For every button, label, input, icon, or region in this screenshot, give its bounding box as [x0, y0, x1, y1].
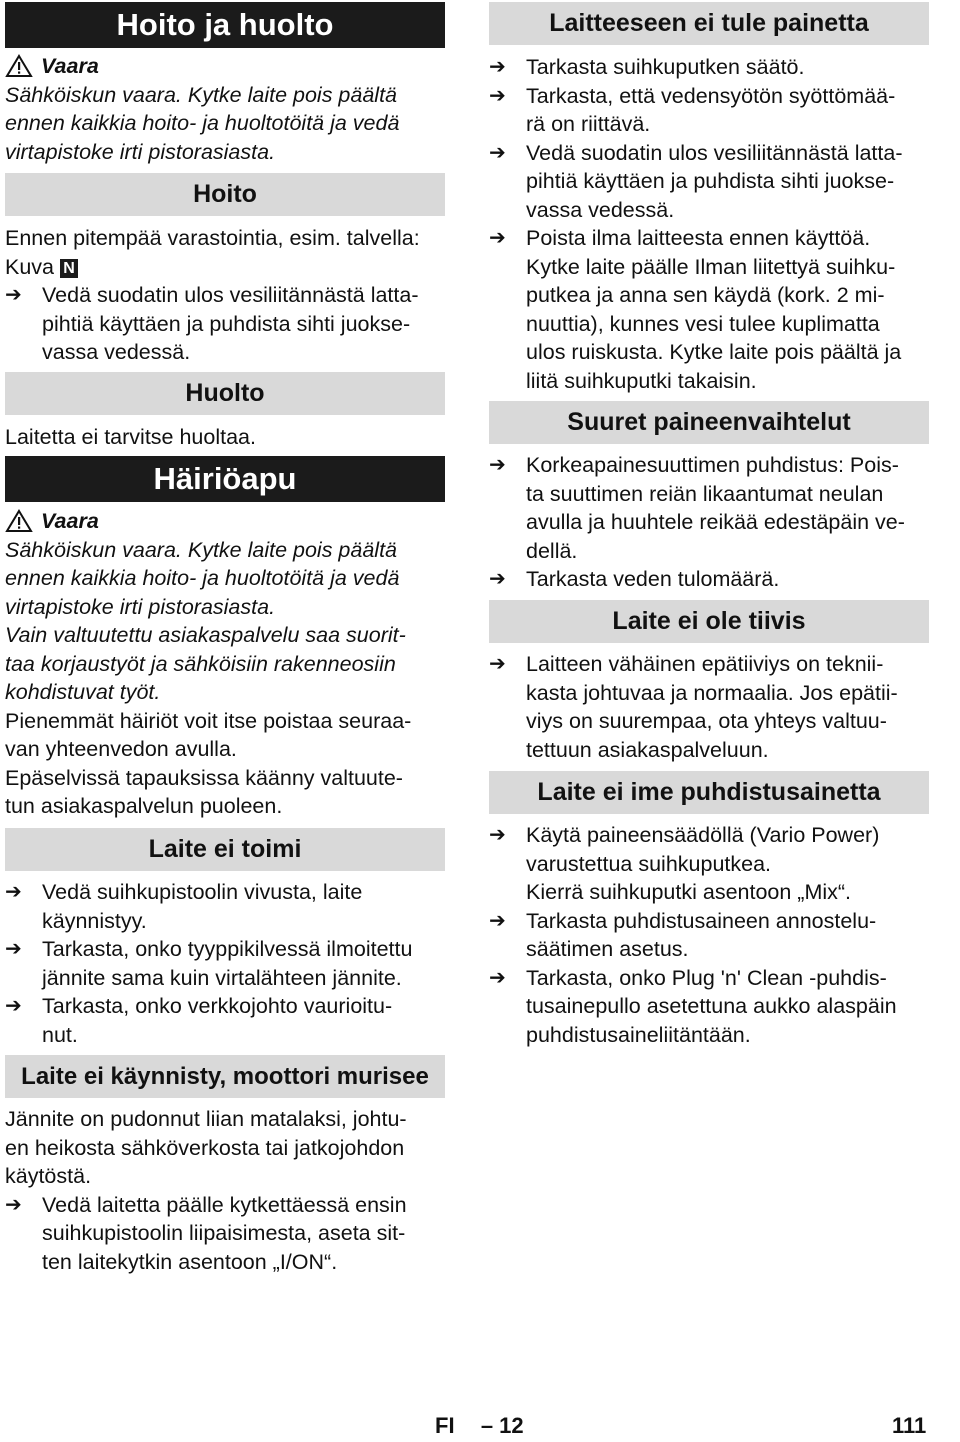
arrow-right-icon: ➔ — [5, 881, 22, 903]
hoito-intro: Ennen pitempää varastointia, esim. talvella: — [5, 226, 420, 250]
warning-heading: Vaara — [5, 507, 445, 536]
list-item: ➔ Vedä suodatin ulos vesiliitännästä latta- pihtiä käyttäen ja puhdista sihti juokse- vassa vedessä. — [5, 281, 445, 367]
footer-section-page: – 12 — [480, 1413, 524, 1438]
painetta-list — [489, 53, 929, 395]
arrow-right-icon: ➔ — [5, 284, 22, 306]
arrow-right-icon: ➔ — [489, 141, 506, 164]
warning-triangle-icon — [5, 509, 33, 533]
list-item: ➔ Tarkasta, että vedensyötön syöttömää- rä on riittävä. — [489, 82, 929, 139]
arrow-right-icon: ➔ — [489, 909, 506, 932]
section-title-hairioapu: Häiriöapu — [5, 456, 445, 502]
arrow-right-icon: ➔ — [489, 966, 506, 989]
warning-line: virtapistoke irti pistorasiasta. — [5, 139, 276, 164]
list-item: ➔ Laitteen vähäinen epätiiviys on teknii- kasta johtuvaa ja normaalia. Jos epätii- viys on suurempaa, ota yhteys valtuu- tettuun asiakaspalveluun. — [489, 650, 929, 764]
warning-triangle-icon — [5, 54, 33, 78]
list-item: ➔ Tarkasta, onko tyyppikilvessä ilmoitettu jännite sama kuin virtalähteen jännite. — [5, 935, 445, 992]
list-item: ➔ Vedä laitetta päälle kytkettäessä ensin suihkupistoolin liipaisimesta, aseta sit- ten laitekytkin asentoon „I/ON“. — [5, 1191, 445, 1277]
section-title-hoito-ja-huolto: Hoito ja huolto — [5, 2, 445, 48]
section-title-hoito: Hoito — [5, 173, 445, 216]
section-title-paineenvaihtelut: Suuret paineenvaihtelut — [489, 401, 929, 444]
list-item: ➔ Tarkasta veden tulomäärä. — [489, 565, 929, 594]
arrow-right-icon: ➔ — [5, 995, 22, 1017]
list-item: ➔ Tarkasta, onko Plug 'n' Clean -puhdis- tusainepullo asetettuna aukko alaspäin puhdistusaineliitäntään. — [489, 964, 929, 1050]
list-item: ➔ Vedä suodatin ulos vesiliitännästä latta- pihtiä käyttäen ja puhdista sihti juokse- vassa vedessä. — [489, 139, 929, 225]
footer-lang: FI — [435, 1413, 455, 1438]
list-item: ➔ Poista ilma laitteesta ennen käyttöä. Kytke laite päälle Ilman liitettyä suihku- putkea ja anna sen käydä (kork. 2 mi- nuuttia), kunnes vesi tulee kuplimatta ulos ruiskusta. Kytke laite pois päältä ja liitä suihkuputki takaisin. — [489, 224, 929, 395]
list-item: ➔ Tarkasta suihkuputken säätö. — [489, 53, 929, 82]
arrow-right-icon: ➔ — [489, 84, 506, 107]
list-item: ➔ Korkeapainesuuttimen puhdistus: Pois- ta suuttimen reiän likaantumat neulan avulla ja huuhtele reikää edestäpäin ve- dellä. — [489, 451, 929, 565]
section-title-puhdistusaine: Laite ei ime puhdistusainetta — [489, 771, 929, 814]
list-item: ➔ Käytä paineensäädöllä (Vario Power) varustettua suihkuputkea. Kierrä suihkuputki asentoon „Mix“. — [489, 821, 929, 907]
paineenvaihtelut-list — [489, 451, 929, 594]
footer-page-number: 111 — [892, 1413, 927, 1438]
list-item: ➔ Vedä suihkupistoolin vivusta, laite käynnistyy. — [5, 878, 445, 935]
arrow-right-icon: ➔ — [489, 227, 506, 249]
tiivis-list — [489, 650, 929, 764]
moottori-body: Jännite on pudonnut liian matalaksi, johtu- en heikosta sähköverkosta tai jatkojohdon käytöstä. ➔ Vedä laitetta päälle kytkettäessä ensin suihkupistoolin liipaisimesta, aseta sit- ten laitekytkin asentoon „I/ON“. — [5, 1105, 445, 1276]
footer-page-ref — [435, 1412, 524, 1442]
warning-block-1 — [5, 52, 445, 166]
arrow-right-icon: ➔ — [489, 653, 506, 675]
list-item: ➔ Tarkasta, onko verkkojohto vaurioitu- nut. — [5, 992, 445, 1049]
arrow-right-icon: ➔ — [489, 824, 506, 846]
arrow-right-icon: ➔ — [489, 56, 506, 78]
arrow-right-icon: ➔ — [5, 1193, 22, 1216]
section-title-huolto: Huolto — [5, 372, 445, 415]
section-title-ei-tiivis: Laite ei ole tiivis — [489, 600, 929, 643]
warning-block-2: Vaara Sähköiskun vaara. Kytke laite pois päältä ennen kaikkia hoito- ja huoltotöitä ja vedä virtapistoke irti pistorasiasta. Vain valtuutettu asiakaspalvelu saa suorit- taa korjaustyöt ja sähköisiin rakenneosiin kohdistuvat työt. Pienemmät häiriöt voit itse poistaa seuraa- van yhteenvedon avulla. Epäselvissä tapauksissa käänny valtuute- tun asiakaspalvelun puoleen. — [5, 507, 445, 821]
arrow-right-icon: ➔ — [489, 568, 506, 590]
warning-heading: Vaara — [5, 52, 445, 81]
arrow-right-icon: ➔ — [489, 454, 506, 476]
huolto-body: Laitetta ei tarvitse huoltaa. — [5, 425, 256, 449]
puhdistusaine-list — [489, 821, 929, 1049]
arrow-right-icon: ➔ — [5, 938, 22, 960]
section-title-moottori-murisee: Laite ei käynnisty, moottori murisee — [5, 1055, 445, 1098]
warning-line: Sähköiskun vaara. Kytke laite pois päältä — [5, 82, 398, 107]
section-title-laite-ei-toimi: Laite ei toimi — [5, 828, 445, 871]
warning-line: ennen kaikkia hoito- ja huoltotöitä ja vedä — [5, 111, 400, 135]
figure-ref-badge: N — [60, 259, 78, 278]
list-item: ➔ Tarkasta puhdistusaineen annostelu- säätimen asetus. — [489, 907, 929, 964]
laite-ei-toimi-list — [5, 878, 445, 1049]
hoito-body — [5, 224, 445, 367]
section-title-ei-painetta: Laitteeseen ei tule painetta — [489, 2, 929, 45]
figure-ref: Kuva N — [5, 253, 445, 282]
